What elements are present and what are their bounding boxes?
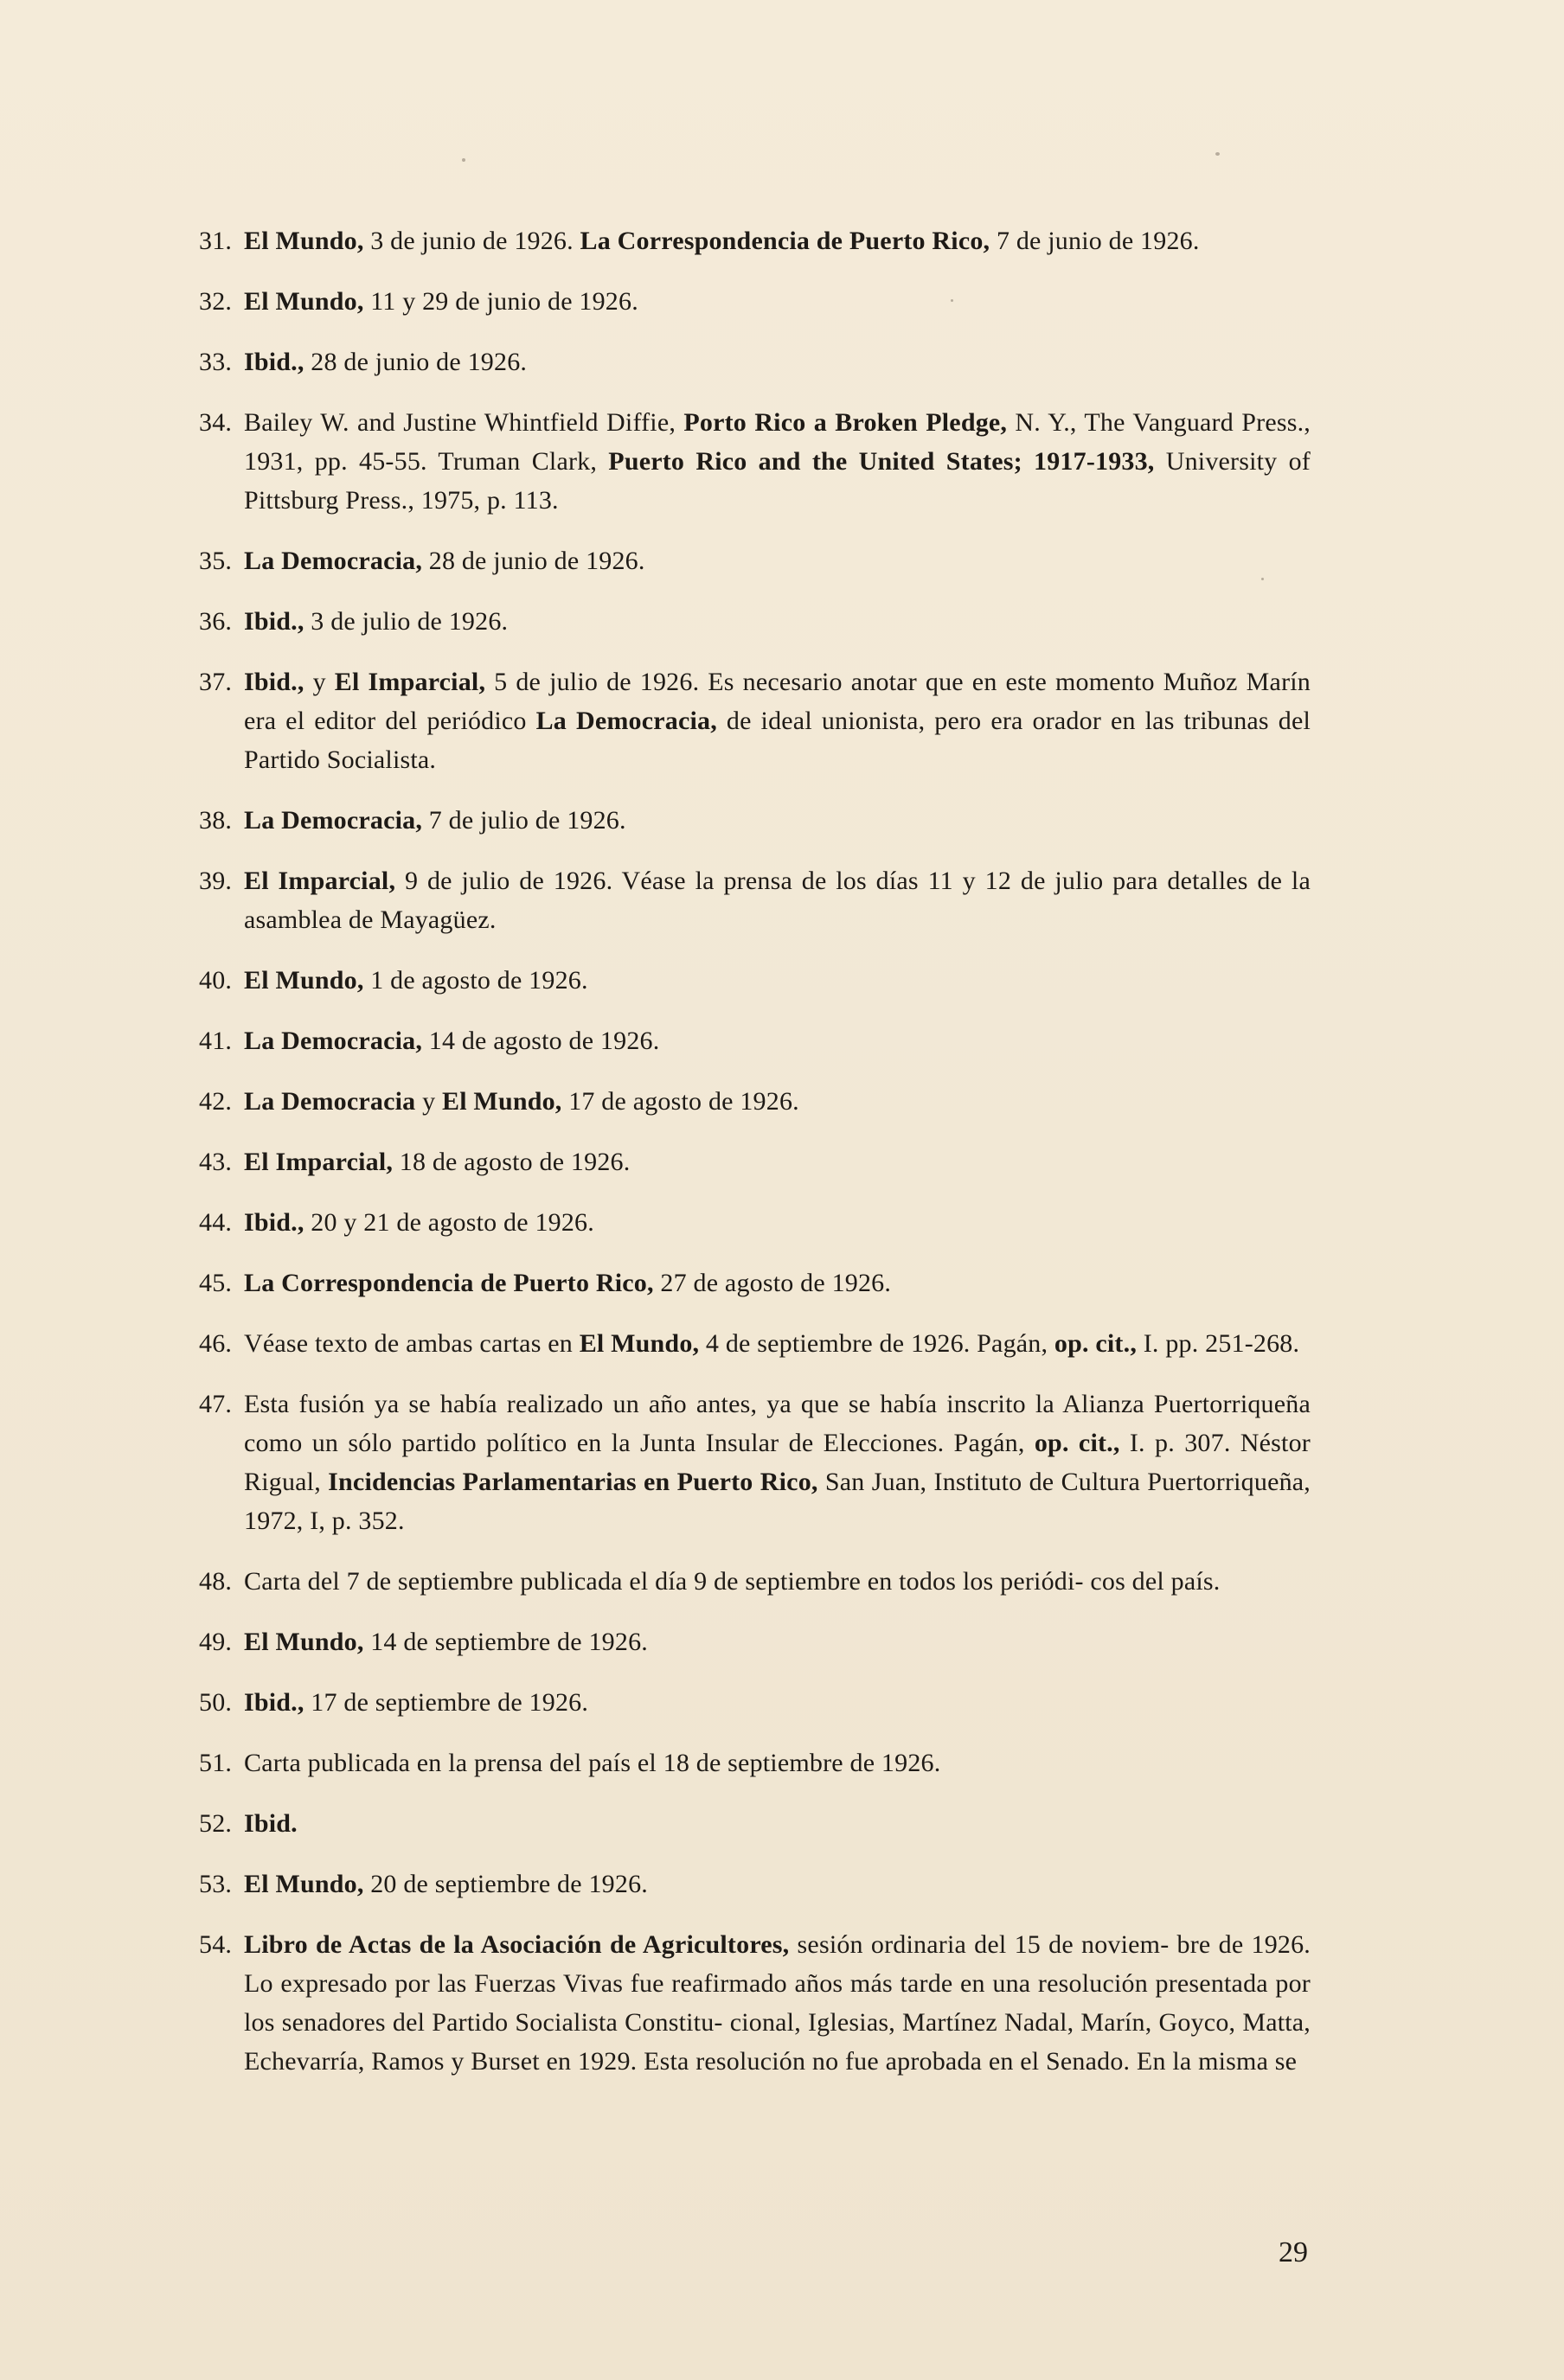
footnote-text-run: Bailey W. and Justine Whintfield Diffie, [244,408,684,437]
citation-title: El Mundo, [441,1087,562,1116]
footnote-item [199,861,1311,939]
footnote-text-run: Véase texto de ambas cartas en [244,1329,580,1358]
footnote-item [199,1082,1311,1121]
footnote-text [244,1142,1311,1181]
footnote-number: 34. [199,408,233,437]
footnote-text [244,1804,1311,1843]
footnote-item [199,1683,1311,1722]
citation-title: El Mundo, [244,1628,364,1656]
footnote-text-run: San Juan, Instituto de Cultura Puertorriqueña, 1972, I, p. 352. [244,1468,1311,1535]
footnote-number: 39. [199,867,233,895]
citation-title: Ibid. [244,1809,298,1838]
footnote-text-run: 18 de agosto de 1926. [393,1148,631,1176]
footnote-number: 47. [199,1390,233,1418]
footnote-text-run: 11 y 29 de junio de 1926. [363,287,638,316]
footnote-item [199,1264,1311,1302]
footnote-item [199,602,1311,641]
citation-title: El Imparcial, [334,668,486,696]
citation-title: El Mundo, [244,1870,364,1898]
footnote-item [199,1142,1311,1181]
footnote-text-run: N. Y., The Vanguard Press., 1931, pp. 45-55. Truman Clark, [244,408,1311,476]
footnote-text [244,1264,1311,1302]
citation-title: El Imparcial, [244,1148,394,1176]
footnote-number: 31. [199,227,233,255]
citation-title: El Mundo, [244,966,364,995]
footnote-number: 36. [199,607,233,636]
footnote-number: 53. [199,1870,233,1898]
citation-title: La Correspondencia de Puerto Rico, [580,227,990,255]
citation-title: La Democracia, [244,1027,423,1055]
citation-title: El Imparcial, [244,867,396,895]
footnote-text [244,541,1311,580]
footnote-text-run: 17 de septiembre de 1926. [304,1688,589,1717]
footnote-item [199,342,1311,381]
footnote-text-run: 3 de junio de 1926. [363,227,580,255]
footnote-text [244,1622,1311,1661]
footnote-text-run: 5 de julio de 1926. Es necesario anotar que en este momento Muñoz Marín era el editor del periódico [244,668,1311,735]
footnote-text-run: 3 de julio de 1926. [304,607,509,636]
footnote-text-run: 4 de septiembre de 1926. Pagán, [699,1329,1054,1358]
footnote-text-run: 7 de junio de 1926. [990,227,1200,255]
footnote-item [199,1622,1311,1661]
footnote-text-run: sesión ordinaria del 15 de noviem- bre de 1926. Lo expresado por las Fuerzas Vivas fue reafirmado años más tarde en una resolución presentada por los senadores del Partido Socialista Constitu- cional, Iglesias, Martínez Nadal, Marín, Goyco, Matta, Echevarría, Ramos y Burset en 1929. Esta resolución no fue aprobada en el Senado. En la misma se [244,1930,1311,2076]
footnote-text-run: 7 de julio de 1926. [422,806,626,835]
footnote-text-run: 28 de junio de 1926. [304,348,528,376]
footnote-text [244,1203,1311,1242]
footnote-item [199,1925,1311,2081]
footnote-text-run: 9 de julio de 1926. Véase la prensa de los días 11 y 12 de julio para detalles de la asamblea de Mayagüez. [244,867,1311,934]
citation-title: Puerto Rico and the United States; 1917-1933, [608,447,1155,476]
footnote-item [199,541,1311,580]
footnote-text-run: 20 y 21 de agosto de 1926. [304,1208,594,1237]
footnote-number: 42. [199,1087,233,1116]
footnote-number: 40. [199,966,233,995]
footnote-text-run: 28 de junio de 1926. [422,547,645,575]
footnote-text [244,403,1311,520]
footnote-text-run: 17 de agosto de 1926. [561,1087,799,1116]
footnote-text [244,961,1311,1000]
footnote-item [199,801,1311,840]
footnote-text [244,801,1311,840]
footnote-text-run: 14 de agosto de 1926. [422,1027,660,1055]
citation-title: Porto Rico a Broken Pledge, [683,408,1008,437]
citation-title: La Democracia, [535,707,717,735]
citation-title: Incidencias Parlamentarias en Puerto Rico, [328,1468,818,1496]
footnote-number: 32. [199,287,233,316]
footnote-text-run: 1 de agosto de 1926. [363,966,588,995]
footnote-item [199,1865,1311,1903]
footnote-number: 35. [199,547,233,575]
footnote-number: 37. [199,668,233,696]
footnote-text [244,1021,1311,1060]
footnote-item [199,1743,1311,1782]
citation-title: Ibid., [244,668,304,696]
citation-title: Ibid., [244,607,304,636]
footnote-item [199,1804,1311,1843]
footnote-text [244,1082,1311,1121]
citation-title: La Correspondencia de Puerto Rico, [244,1269,654,1297]
footnote-text [244,1865,1311,1903]
footnote-text-run: I. p. 307. Néstor Rigual, [244,1429,1311,1496]
footnote-text-run: Carta publicada en la prensa del país el 18 de septiembre de 1926. [244,1749,941,1777]
footnote-number: 49. [199,1628,233,1656]
citation-title: op. cit., [1034,1429,1120,1457]
footnote-text-run: y [304,668,335,696]
footnote-item [199,662,1311,779]
footnotes-list [199,221,1311,2102]
footnote-text-run: 20 de septiembre de 1926. [363,1870,648,1898]
citation-title: op. cit., [1054,1329,1138,1358]
footnote-text-run: de ideal unionista, pero era orador en las tribunas del Partido Socialista. [244,707,1311,774]
citation-title: La Democracia [244,1087,416,1116]
citation-title: Ibid., [244,348,304,376]
page-number: 29 [1279,2236,1308,2268]
footnote-number: 52. [199,1809,233,1838]
footnote-item [199,1562,1311,1601]
footnote-text-run: 14 de septiembre de 1926. [363,1628,648,1656]
citation-title: El Mundo, [244,287,364,316]
footnote-text-run: I. pp. 251-268. [1137,1329,1300,1358]
citation-title: Ibid., [244,1208,304,1237]
footnote-text [244,1683,1311,1722]
footnote-text-run: Carta del 7 de septiembre publicada el día 9 de septiembre en todos los periódi- cos del país. [244,1567,1221,1596]
citation-title: Libro de Actas de la Asociación de Agricultores, [244,1930,790,1959]
footnote-item [199,1324,1311,1363]
footnote-text [244,342,1311,381]
footnote-text [244,1925,1311,2081]
footnote-text-run: y [415,1087,442,1116]
footnote-item [199,221,1311,260]
footnote-number: 38. [199,806,233,835]
footnote-text [244,282,1311,321]
footnote-number: 54. [199,1930,233,1959]
footnote-item [199,961,1311,1000]
footnote-number: 43. [199,1148,233,1176]
footnote-number: 50. [199,1688,233,1717]
footnote-text-run: University of Pittsburg Press., 1975, p. 113. [244,447,1311,515]
footnote-text [244,1385,1311,1540]
citation-title: Ibid., [244,1688,304,1717]
footnote-text [244,1562,1311,1601]
footnote-number: 46. [199,1329,233,1358]
footnote-text [244,861,1311,939]
footnote-number: 44. [199,1208,233,1237]
footnote-text-run: Esta fusión ya se había realizado un año antes, ya que se había inscrito la Alianza Puertorriqueña como un sólo partido político en la Junta Insular de Elecciones. Pagán, [244,1390,1311,1457]
footnote-item [199,1203,1311,1242]
footnote-number: 48. [199,1567,233,1596]
footnote-text [244,662,1311,779]
footnote-text [244,221,1311,260]
footnote-number: 33. [199,348,233,376]
paper-speck [1215,152,1220,156]
footnote-text [244,1743,1311,1782]
citation-title: El Mundo, [579,1329,700,1358]
footnote-item [199,403,1311,520]
paper-speck [462,158,465,162]
footnote-text [244,602,1311,641]
footnote-item [199,1021,1311,1060]
footnote-item [199,282,1311,321]
footnote-number: 51. [199,1749,233,1777]
footnote-number: 41. [199,1027,233,1055]
citation-title: El Mundo, [244,227,364,255]
footnote-number: 45. [199,1269,233,1297]
footnote-text-run: 27 de agosto de 1926. [653,1269,892,1297]
footnote-item [199,1385,1311,1540]
citation-title: La Democracia, [244,547,423,575]
footnote-text [244,1324,1311,1363]
citation-title: La Democracia, [244,806,423,835]
